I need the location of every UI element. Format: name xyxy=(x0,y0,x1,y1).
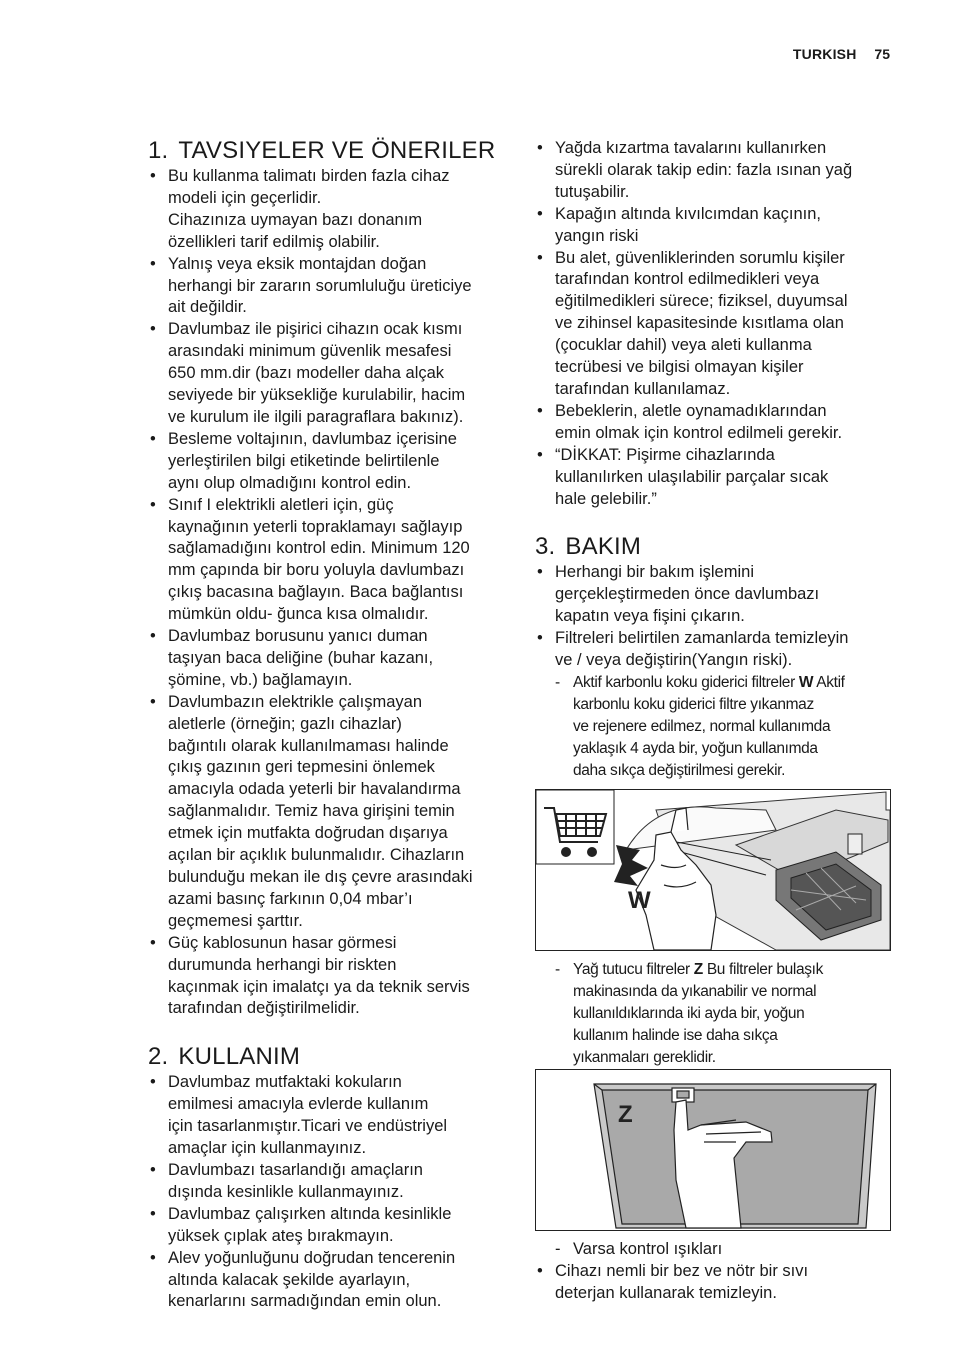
text-line: emin olmak için kontrol edilmeli gerekir. xyxy=(555,423,843,442)
text-line: • Güç kablosunun hasar görmesi xyxy=(168,933,397,952)
text-line: • Cihazı nemli bir bez ve nötr bir sıvı xyxy=(555,1261,809,1280)
text-line xyxy=(573,672,895,694)
text-fragment: Aktif xyxy=(813,673,845,691)
language-label: TURKISH xyxy=(792,46,857,62)
text-line: Cihazınıza uymayan bazı donanım xyxy=(168,210,423,229)
text-line: tecrübesi ve bilgisi olmayan kişiler xyxy=(555,358,804,377)
text-line: bulunduğu mekan ile dış çevre arasındaki xyxy=(168,868,473,886)
text-line: • Yalnış veya eksik montajdan doğan xyxy=(168,254,427,273)
text-fragment: Bu filtreler bulaşık xyxy=(702,961,824,979)
text-line: • Besleme voltajının, davlumbaz içerisine xyxy=(168,429,457,448)
text-line: azami basınç farkının 0,04 mbar’ı xyxy=(168,889,413,908)
text-line: makinasında da yıkanabilir ve normal xyxy=(573,983,817,1001)
text-line: için tasarlanmıştır.Ticari ve endüstriyel xyxy=(168,1117,448,1136)
text-line: • Kapağın altında kıvılcımdan kaçının, xyxy=(555,204,821,223)
text-line: (çocuklar dahil) veya aleti kullanma xyxy=(555,336,812,355)
continuation-lines xyxy=(573,981,895,1069)
text-line: tarafından kullanılamaz. xyxy=(555,379,731,398)
text-line: deterjan kullanarak temizleyin. xyxy=(555,1283,777,1302)
cleaning-list xyxy=(535,1261,895,1305)
list-item xyxy=(148,1248,510,1314)
figure-label-w: W xyxy=(628,887,651,915)
section-1-continued-list xyxy=(535,138,895,510)
continuation-lines xyxy=(573,694,895,782)
page-header xyxy=(793,46,890,62)
text-line: açılan bir açıklık bulunmalıdır. Cihazların xyxy=(168,846,465,865)
section-1-list xyxy=(148,166,510,1020)
text-line: bağıntılı olarak kullanılmaması halinde xyxy=(168,736,449,755)
text-line: tarafından değiştirilmelidir. xyxy=(168,999,360,1018)
text-fragment: Aktif karbonlu koku giderici filtreler xyxy=(573,673,799,691)
text-line: • Alev yoğunluğunu doğrudan tencerenin xyxy=(168,1248,456,1267)
list-item xyxy=(148,933,510,1021)
text-line: çıkış bacasına bağlayın. Baca bağlantısı xyxy=(168,583,464,602)
grease-filter-note xyxy=(535,959,895,1069)
section-3-list xyxy=(535,562,895,672)
text-line: herhangi bir zararın sorumluluğu üreticiye xyxy=(168,276,472,295)
text-line: aletlerle (örneğin; gazlı cihazlar) xyxy=(168,714,402,733)
lights-note xyxy=(535,1239,895,1261)
section-title: KULLANIM xyxy=(178,1043,301,1071)
text-line: taşıyan baca deliğine (buhar kazanı, xyxy=(168,648,434,667)
text-line: dışında kesinlikle kullanmayınız. xyxy=(168,1182,404,1201)
text-fragment: Yağ tutucu filtreler xyxy=(573,961,694,979)
text-line: yerleştirilen bilgi etiketinde belirtilenle xyxy=(168,451,440,470)
text-line: • Davlumbazı tasarlandığı amaçların xyxy=(168,1160,423,1179)
text-line: ve / veya değiştirin(Yangın riski). xyxy=(555,651,793,670)
list-item xyxy=(148,166,510,254)
text-line: • Bu kullanma talimatı birden fazla cihaz xyxy=(168,167,450,185)
text-line: tarafından kontrol edilmedikleri veya xyxy=(555,270,820,289)
text-line: hale gelebilir.” xyxy=(555,489,657,508)
text-line: ve zihinsel kapasitesinde kısıtlama olan xyxy=(555,314,844,333)
text-line: sağlamadığını kontrol edin. Minimum 120 xyxy=(168,539,470,558)
text-line: durumunda herhangi bir riskten xyxy=(168,955,397,974)
clip-icon xyxy=(848,834,862,854)
text-line: arasındaki minimum güvenlik mesafesi xyxy=(168,342,452,361)
section-number: 3. xyxy=(535,533,556,561)
text-line: etmek için mutfakta doğrudan dışarıya xyxy=(168,824,448,843)
text-line: altında kalacak şekilde ayarlayın, xyxy=(168,1270,411,1289)
filter-letter: W xyxy=(798,673,814,691)
list-item xyxy=(535,672,895,782)
text-line: modeli için geçerlidir. xyxy=(168,188,322,207)
text-line: • Herhangi bir bakım işlemini xyxy=(555,563,754,582)
text-line: amacıyla odada yeterli bir havalandırma xyxy=(168,780,461,799)
text-line: karbonlu koku giderici filtre yıkanmaz xyxy=(573,695,814,713)
section-3-heading xyxy=(535,532,895,562)
text-line: • Filtreleri belirtilen zamanlarda temizleyin xyxy=(555,629,849,648)
section-2-list xyxy=(148,1072,510,1313)
list-item xyxy=(148,429,510,495)
text-line: tutuşabilir. xyxy=(555,182,630,201)
text-line: kaynağının yeterli topraklamayı sağlayıp xyxy=(168,517,463,536)
list-item xyxy=(535,204,895,248)
list-item xyxy=(148,692,510,933)
text-line: • Bebeklerin, aletle oynamadıklarından xyxy=(555,401,827,420)
text-line: • Yağda kızartma tavalarını kullanırken xyxy=(555,139,827,157)
text-line: mm çapında bir boru yoluyla davlumbazı xyxy=(168,561,465,580)
section-number: 1. xyxy=(148,137,169,164)
text-line: kenarlarını sarmadığından emin olun. xyxy=(168,1292,442,1311)
list-item xyxy=(535,562,895,628)
list-item xyxy=(148,1072,510,1160)
text-line: • Sınıf I elektrikli aletleri için, güç xyxy=(168,495,394,514)
list-item xyxy=(535,628,895,672)
carbon-filter-note xyxy=(535,672,895,782)
list-item xyxy=(535,1261,895,1305)
list-item xyxy=(535,401,895,445)
text-line: yıkanmaları gereklidir. xyxy=(573,1049,716,1067)
text-line: • Bu alet, güvenliklerinden sorumlu kişiler xyxy=(555,248,845,267)
text-line: kullanım halinde ise daha sıkça xyxy=(573,1027,778,1045)
text-line: kullanıldıklarında iki ayda bir, yoğun xyxy=(573,1005,805,1023)
list-item xyxy=(535,959,895,1069)
text-line: özellikleri tarif edilmiş olabilir. xyxy=(168,232,380,251)
list-item xyxy=(148,495,510,626)
text-line: seviyede bir yüksekliğe kurulabilir, hacim xyxy=(168,386,466,405)
grease-filter-drawing xyxy=(536,1070,890,1230)
list-item xyxy=(148,626,510,692)
text-line: emilmesi amacıyla evlerde kullanım xyxy=(168,1095,429,1114)
text-line: • Davlumbaz mutfaktaki kokuların xyxy=(168,1073,402,1092)
filter-letter: Z xyxy=(693,961,703,979)
text-line: yaklaşık 4 ayda bir, yoğun kullanımda xyxy=(573,739,818,757)
text-line: sağlanmalıdır. Temiz hava girişini temin xyxy=(168,802,455,821)
text-line: • Davlumbaz borusunu yanıcı duman xyxy=(168,627,428,646)
filter-handle-icon xyxy=(672,1088,694,1102)
left-column xyxy=(148,136,510,1313)
grease-filter-illustration xyxy=(535,1069,891,1231)
section-title: BAKIM xyxy=(565,533,642,561)
text-line: • Davlumbazın elektrikle çalışmayan xyxy=(168,692,423,711)
list-item xyxy=(148,319,510,429)
text-line: geçmemesi şarttır. xyxy=(168,911,303,930)
list-item xyxy=(148,1160,510,1204)
figure-label-z: Z xyxy=(618,1101,633,1128)
carbon-filter-illustration xyxy=(535,789,891,951)
text-line: aynı olup olmadığını kontrol edin. xyxy=(168,473,412,492)
text-line: yangın riski xyxy=(555,226,639,245)
text-line: ait değildir. xyxy=(168,298,247,317)
list-item xyxy=(535,445,895,511)
text-line: daha sıkça değiştirilmesi gerekir. xyxy=(573,761,786,779)
text-line: ve rejenere edilmez, normal kullanımda xyxy=(573,717,831,735)
section-1-heading xyxy=(148,136,510,166)
list-item xyxy=(535,138,895,204)
section-2-heading xyxy=(148,1042,510,1072)
carbon-filter-drawing xyxy=(536,790,890,950)
text-line: • Davlumbaz ile pişirici cihazın ocak kısmı xyxy=(168,320,463,339)
list-item xyxy=(148,1204,510,1248)
text-line: • Davlumbaz çalışırken altında kesinlikle xyxy=(168,1204,452,1223)
text-line xyxy=(573,959,895,981)
text-line: gerçekleştirmeden önce davlumbazı xyxy=(555,585,820,604)
text-line: çıkış gazının geri tepmesini önlemek xyxy=(168,758,435,777)
list-item xyxy=(535,248,895,401)
text-line: eğitilmedikleri sürece; fiziksel, duyumsal xyxy=(555,292,848,311)
list-item: - Varsa kontrol ışıkları xyxy=(535,1239,895,1261)
section-number: 2. xyxy=(148,1043,169,1071)
section-title: TAVSIYELER VE ÖNERILER xyxy=(178,137,496,164)
text-line: amaçlar için kullanmayınız. xyxy=(168,1139,367,1158)
text-line: • “DİKKAT: Pişirme cihazlarında xyxy=(555,445,775,464)
text-line: kapatın veya fişini çıkarın. xyxy=(555,607,745,626)
text-line: kullanılırken ulaşılabilir parçalar sıcak xyxy=(555,467,829,486)
text-line: 650 mm.dir (bazı modeller daha alçak xyxy=(168,364,445,383)
text-line: sürekli olarak takip edin: fazla ısınan yağ xyxy=(555,160,853,179)
text-line: mümkün oldu- ğunca kısa olmalıdır. xyxy=(168,605,429,624)
list-item xyxy=(148,254,510,320)
text-line: ve kurulum ile ilgili paragraflara bakınız). xyxy=(168,407,464,426)
right-column xyxy=(535,138,895,1305)
text-line: şömine, vb.) bağlamayın. xyxy=(168,670,353,689)
page-number: 75 xyxy=(874,46,890,62)
text-line: kaçınmak için imalatçı ya da teknik servis xyxy=(168,977,470,996)
text-line: yüksek çıplak ateş bırakmayın. xyxy=(168,1226,394,1245)
